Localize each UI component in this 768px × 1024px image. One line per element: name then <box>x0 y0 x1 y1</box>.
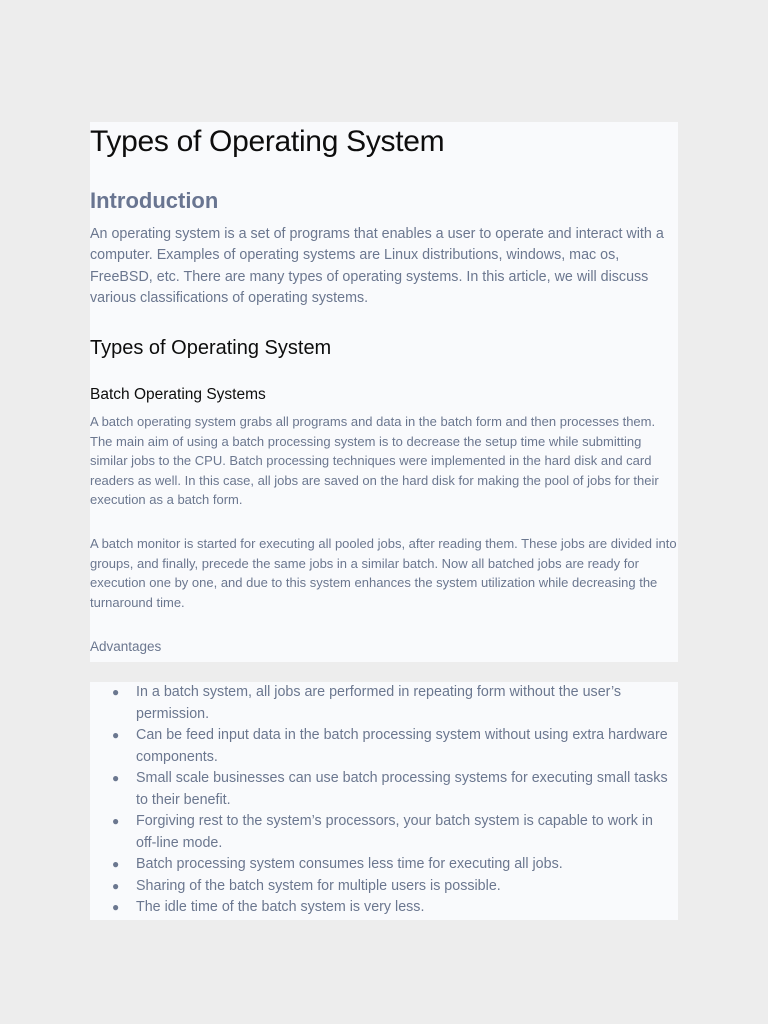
list-item <box>90 876 678 898</box>
advantages-panel <box>90 682 678 920</box>
intro-heading: Introduction <box>90 188 219 213</box>
bullet-icon: ● <box>112 900 120 914</box>
list-item-text: The idle time of the batch system is very less. <box>136 899 425 915</box>
bullet-icon: ● <box>112 685 120 699</box>
section-heading: Types of Operating System <box>90 337 332 359</box>
list-item-text: Batch processing system consumes less time for executing all jobs. <box>136 856 563 872</box>
list-item <box>90 725 678 768</box>
batch-paragraph-2: A batch monitor is started for executing all pooled jobs, after reading them. These jobs are divided into groups, and finally, precede the same jobs in a similar batch. Now all batched jobs are ready for execution one by one, and due to this system enhances the system utilization while decreasing the turnaround time. <box>90 536 677 610</box>
content-panel <box>90 122 678 662</box>
bullet-icon: ● <box>112 857 120 871</box>
list-item-text: Small scale businesses can use batch processing systems for executing small tasks to their benefit. <box>136 770 668 808</box>
batch-paragraph-1: A batch operating system grabs all programs and data in the batch form and then processes them. The main aim of using a batch processing system is to decrease the setup time while submitting similar jobs to the CPU. Batch processing techniques were implemented in the hard disk and card readers as well. In this case, all jobs are saved on the hard disk for making the pool of jobs for their execution as a batch form. <box>90 414 659 508</box>
list-item <box>90 811 678 854</box>
advantages-label: Advantages <box>90 639 162 654</box>
list-item <box>90 682 678 725</box>
batch-subheading: Batch Operating Systems <box>90 386 266 403</box>
bullet-icon: ● <box>112 771 120 785</box>
list-item-text: Forgiving rest to the system’s processors, your batch system is capable to work in off-line mode. <box>136 813 654 851</box>
list-item-text: Sharing of the batch system for multiple users is possible. <box>136 877 501 894</box>
bullet-icon: ● <box>112 728 120 742</box>
document-page <box>90 122 678 915</box>
list-item <box>90 897 678 919</box>
page-title: Types of Operating System <box>90 125 445 158</box>
list-item-text: In a batch system, all jobs are performed in repeating form without the user’s permission. <box>136 684 622 722</box>
list-item <box>90 768 678 811</box>
advantages-list <box>90 682 678 919</box>
list-item <box>90 854 678 876</box>
list-item-text: Can be feed input data in the batch processing system without using extra hardware components. <box>136 727 668 765</box>
bullet-icon: ● <box>112 878 120 893</box>
intro-paragraph: An operating system is a set of programs that enables a user to operate and interact with a computer. Examples of operating systems are Linux distributions, windows, mac os, FreeBSD, etc. There are many types of operating systems. In this article, we will discuss various classifications of operating systems. <box>90 226 664 306</box>
bullet-icon: ● <box>112 814 120 828</box>
